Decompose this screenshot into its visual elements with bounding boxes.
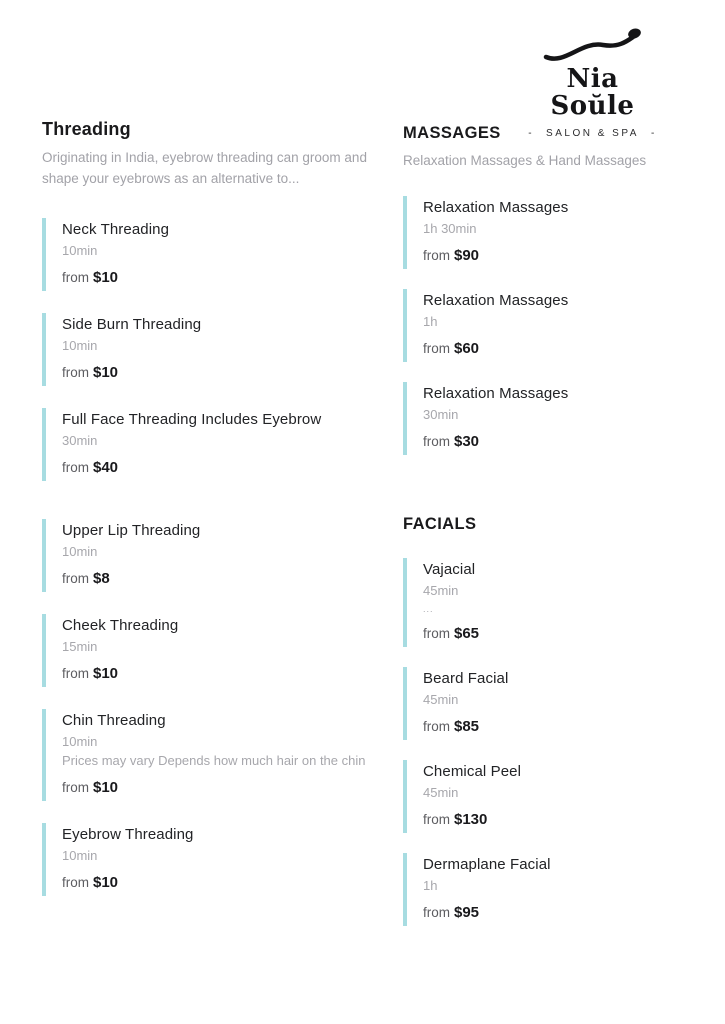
section-threading [42,119,390,918]
service-duration: 1h [423,877,438,893]
service-duration: 45min [423,582,459,598]
service-price [62,570,390,587]
price-prefix: from [423,811,450,827]
price-prefix: from [62,570,89,586]
price-prefix: from [62,364,89,380]
price-amount: $130 [454,810,488,828]
price-prefix: from [62,779,89,795]
service-duration: 45min [423,784,459,800]
service-name: Relaxation Massages [423,291,569,309]
column-massages-facials [403,119,710,946]
service-duration: 10min [62,733,98,749]
service-price [62,665,390,682]
service-duration: 30min [423,406,459,422]
service-name: Neck Threading [62,220,170,238]
menu-item-dermaplane-facial [403,853,710,926]
price-amount: $95 [454,903,480,921]
service-price [423,340,710,357]
service-price [423,247,710,264]
menu-item-cheek-threading [42,614,390,687]
section-title-threading: Threading [42,119,131,139]
price-amount: $40 [93,458,119,476]
section-massages [403,124,710,475]
tagline-text: SALON & SPA [546,127,639,139]
section-subtitle-massages: Relaxation Massages & Hand Massages [403,153,647,168]
price-amount: $60 [454,339,480,357]
menu-item-upper-lip-threading [42,519,390,592]
price-amount: $10 [93,873,119,891]
price-prefix: from [423,433,450,449]
menu-item-vajacial [403,558,710,647]
tagline-dash-left: - [528,127,535,139]
service-name: Side Burn Threading [62,315,202,333]
column-threading [42,119,390,946]
price-amount: $90 [454,246,480,264]
service-name: Vajacial [423,560,476,578]
massages-items [403,196,710,455]
section-title-massages: MASSAGES [403,124,501,142]
price-prefix: from [423,904,450,920]
service-price [423,904,710,921]
service-duration: 10min [62,242,98,258]
brand-name: Nia Soŭle [550,64,635,122]
price-prefix: from [423,625,450,641]
service-duration: 10min [62,337,98,353]
service-name: Relaxation Massages [423,384,569,402]
service-note: ... [423,603,434,614]
price-amount: $30 [454,432,480,450]
service-name: Beard Facial [423,669,509,687]
service-price [62,364,390,381]
service-duration: 45min [423,691,459,707]
price-amount: $10 [93,363,119,381]
price-prefix: from [62,459,89,475]
price-amount: $65 [454,624,480,642]
price-prefix: from [423,247,450,263]
menu-item-neck-threading [42,218,390,291]
menu-item-beard-facial [403,667,710,740]
price-amount: $8 [93,569,110,587]
service-duration: 15min [62,638,98,654]
service-duration: 1h 30min [423,220,477,236]
section-title-facials: FACIALS [403,514,477,533]
price-amount: $85 [454,717,480,735]
price-prefix: from [62,874,89,890]
price-prefix: from [423,718,450,734]
price-prefix: from [62,269,89,285]
price-amount: $10 [93,778,119,796]
service-price [423,811,710,828]
service-name: Chemical Peel [423,762,522,780]
tagline-dash-right: - [650,127,657,139]
service-name: Dermaplane Facial [423,855,551,873]
service-price [62,459,390,476]
service-price [423,433,710,450]
menu-item-chin-threading [42,709,390,801]
service-duration: 10min [62,543,98,559]
price-amount: $10 [93,664,119,682]
menu-item-side-burn-threading [42,313,390,386]
service-name: Upper Lip Threading [62,521,201,539]
threading-items [42,218,390,896]
service-price [423,625,710,642]
menu-columns [42,119,710,946]
service-price [62,874,390,891]
service-duration: 30min [62,432,98,448]
service-duration: 10min [62,847,98,863]
service-price [423,718,710,735]
menu-item-full-face-threading [42,408,390,481]
section-facials [403,515,710,946]
eyebrow-swoosh-icon [543,26,643,64]
menu-item-chemical-peel [403,760,710,833]
section-subtitle-threading: Originating in India, eyebrow threading can groom and shape your eyebrows as an alternative to... [42,150,367,186]
service-name: Cheek Threading [62,616,179,634]
price-amount: $10 [93,268,119,286]
facials-items [403,558,710,926]
service-note: Prices may vary Depends how much hair on the chin [62,752,366,768]
menu-item-relaxation-massage-30 [403,382,710,455]
price-prefix: from [423,340,450,356]
service-price [62,779,390,796]
menu-item-relaxation-massage-90 [403,196,710,269]
service-duration: 1h [423,313,438,329]
service-name: Full Face Threading Includes Eyebrow [62,410,322,428]
price-prefix: from [62,665,89,681]
service-name: Relaxation Massages [423,198,569,216]
service-price [62,269,390,286]
service-name: Chin Threading [62,711,166,729]
menu-item-eyebrow-threading [42,823,390,896]
service-name: Eyebrow Threading [62,825,194,843]
menu-item-relaxation-massage-60 [403,289,710,362]
